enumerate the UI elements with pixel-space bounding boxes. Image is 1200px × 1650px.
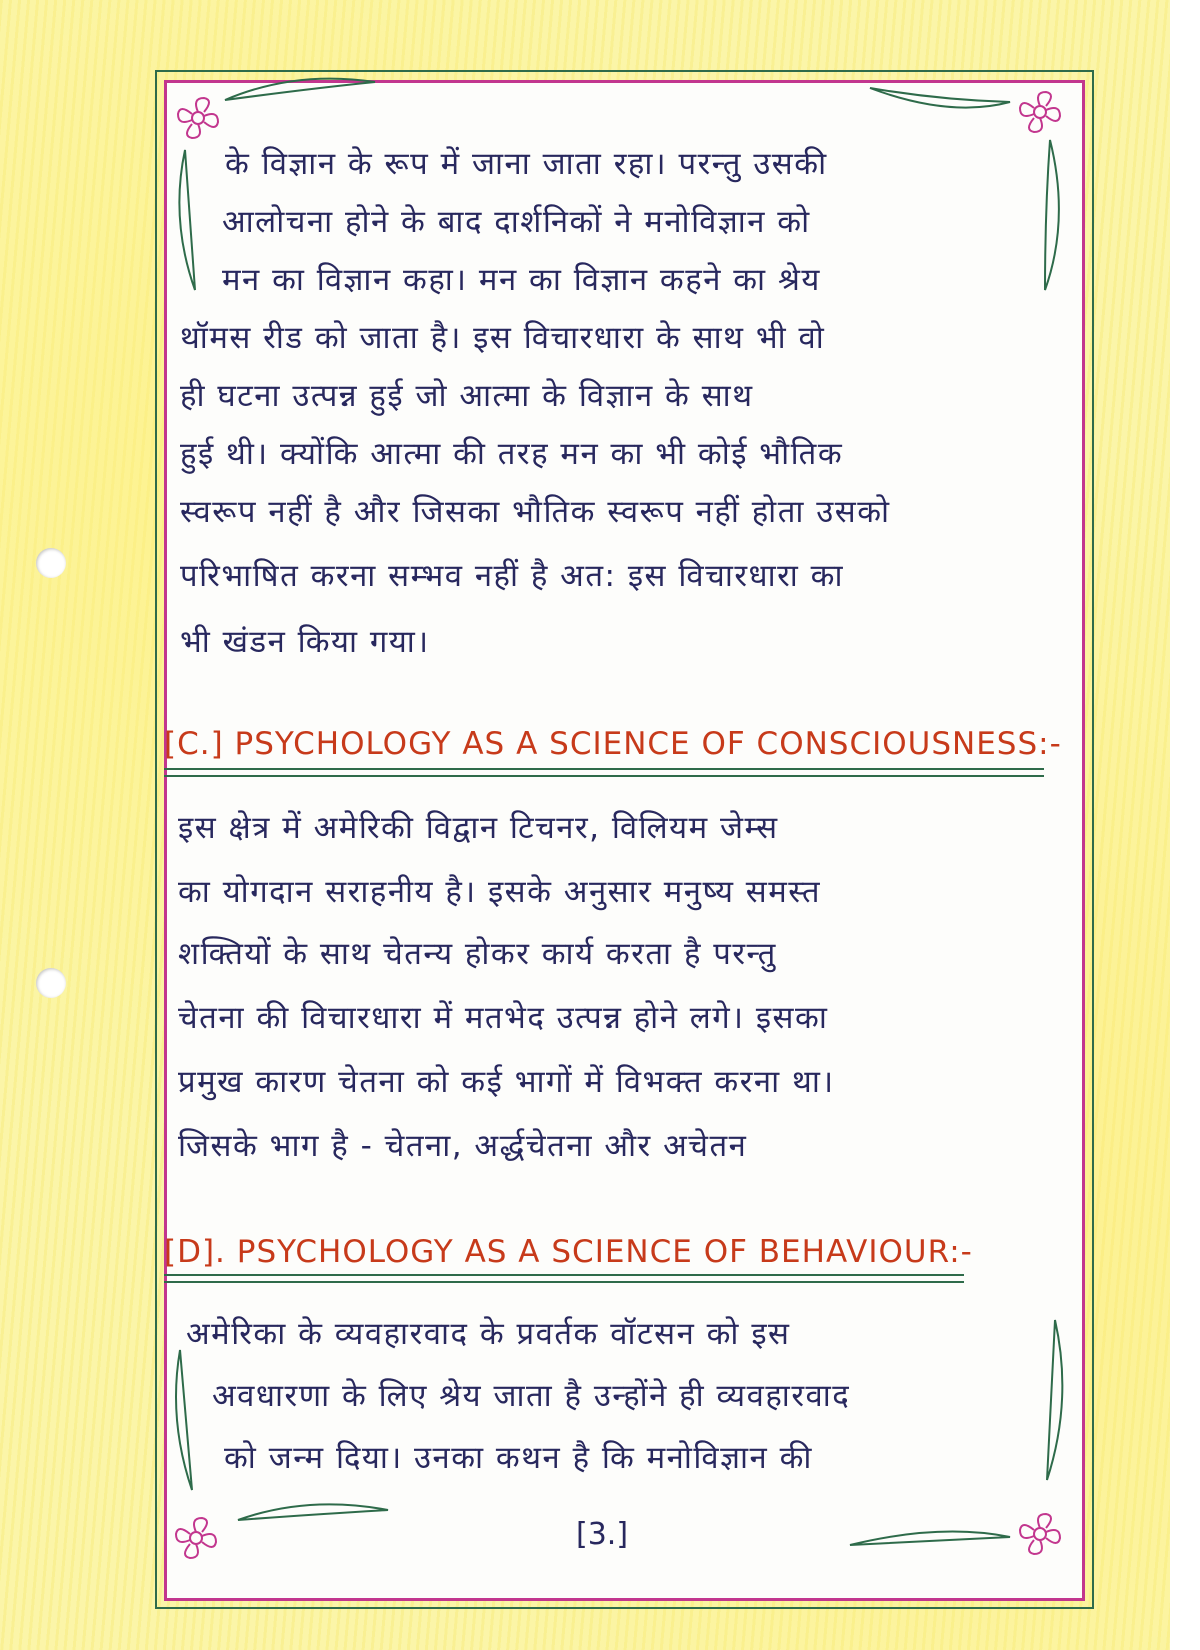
text-line: हुई थी। क्योंकि आत्मा की तरह मन का भी कोई भौतिक <box>180 436 844 472</box>
text-line: को जन्म दिया। उनका कथन है कि मनोविज्ञान की <box>224 1440 813 1476</box>
text-line: अवधारणा के लिए श्रेय जाता है उन्होंने ही व्यवहारवाद <box>212 1378 851 1414</box>
section-heading-d: [D]. PSYCHOLOGY AS A SCIENCE OF BEHAVIOUR:- <box>164 1234 973 1270</box>
heading-underline <box>164 1274 964 1276</box>
text-line: प्रमुख कारण चेतना को कई भागों में विभक्त करना था। <box>178 1064 835 1100</box>
text-line: थॉमस रीड को जाता है। इस विचारधारा के साथ भी वो <box>180 320 826 356</box>
text-line: के विज्ञान के रूप में जाना जाता रहा। परन्तु उसकी <box>225 146 828 182</box>
text-line: परिभाषित करना सम्भव नहीं है अत: इस विचारधारा का <box>180 558 845 594</box>
heading-underline <box>164 775 1044 777</box>
heading-underline <box>164 768 1044 770</box>
text-line: भी खंडन किया गया। <box>180 624 430 660</box>
section-heading-c: [C.] PSYCHOLOGY AS A SCIENCE OF CONSCIOUSNESS:- <box>164 726 1062 762</box>
text-line: ही घटना उत्पन्न हुई जो आत्मा के विज्ञान के साथ <box>180 378 754 414</box>
text-line: इस क्षेत्र में अमेरिकी विद्वान टिचनर, विलियम जेम्स <box>178 810 779 846</box>
text-line: जिसके भाग है - चेतना, अर्द्धचेतना और अचेतन <box>178 1128 748 1164</box>
text-line: आलोचना होने के बाद दार्शनिकों ने मनोविज्ञान को <box>222 204 811 240</box>
page-number: [3.] <box>576 1517 629 1552</box>
text-line: का योगदान सराहनीय है। इसके अनुसार मनुष्य समस्त <box>178 874 822 910</box>
heading-underline <box>164 1281 964 1283</box>
text-line: चेतना की विचारधारा में मतभेद उत्पन्न होने लगे। इसका <box>178 1000 829 1036</box>
scan-edge <box>1170 0 1200 1650</box>
text-line: शक्तियों के साथ चेतन्य होकर कार्य करता है परन्तु <box>178 936 777 972</box>
punch-hole-bottom <box>36 968 66 998</box>
text-line: मन का विज्ञान कहा। मन का विज्ञान कहने का श्रेय <box>222 262 821 298</box>
punch-hole-top <box>36 548 66 578</box>
text-line: स्वरूप नहीं है और जिसका भौतिक स्वरूप नहीं होता उसको <box>180 494 891 530</box>
text-line: अमेरिका के व्यवहारवाद के प्रवर्तक वॉटसन को इस <box>186 1316 791 1352</box>
